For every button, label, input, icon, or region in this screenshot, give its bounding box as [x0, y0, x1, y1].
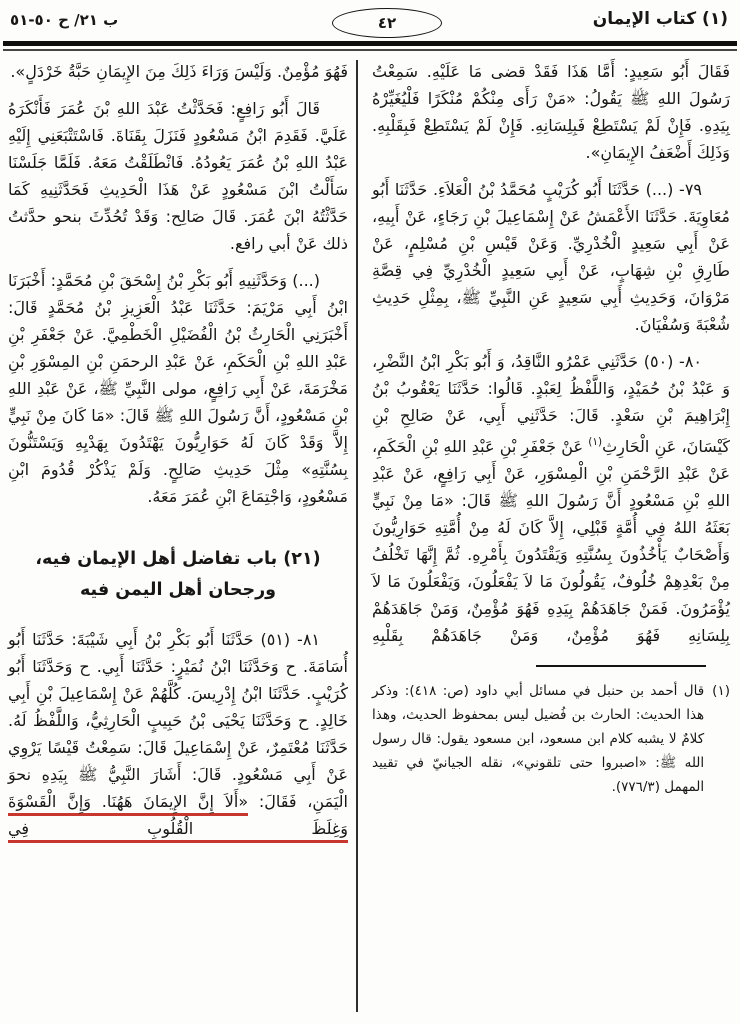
hadith-80-isnad: ٨٠- (٥٠) حَدَّثَنِي عَمْرُو النَّاقِدُ، وَ أَبُو بَكْرِ ابْنُ النَّضْرِ، وَ عَبْدُ بْنُ حُمَيْدٍ، وَاللَّفْظُ لِعَبْدٍ. قَالُوا: حَدَّثَنَا يَعْقُوبُ بْنُ إِبْرَاهِيمَ بْنِ سَعْدٍ. قَالَ: حَدَّثَنِي أَبِي، عَنْ صَالِحِ بْنِ كَيْسَانَ، عَنِ الْحَارِثِ — [372, 352, 731, 456]
hadith-78-ending: فَقَالَ أَبُو سَعِيدٍ: أَمَّا هَذَا فَقَدْ قضى مَا عَلَيْهِ. سَمِعْتُ رَسُولَ اللهِ ﷺ يَقُولُ: «مَنْ رَأَى مِنْكُمْ مُنْكَرًا فَلْيُغَيِّرْهُ بِيَدِهِ. فَإِنْ لَمْ يَسْتَطِعْ فَبِلِسَانِهِ. فَإِنْ لَمْ يَسْتَطِعْ فَبِقَلْبِهِ. وَذَلِكَ أَضْعَفُ الإِيمَانِ». — [372, 62, 730, 162]
footnote-reference-1: (١) — [588, 436, 603, 448]
chapter-21-heading-line2: ورجحان أهل اليمن فيه — [79, 580, 277, 600]
column-divider-line — [356, 60, 358, 1012]
footnote-separator-line — [536, 665, 706, 667]
hadith-81-isnad: ٨١- (٥١) حَدَّثَنَا أَبُو بَكْرِ بْنُ أَبِي شَيْبَةَ: حَدَّثَنَا أَبُو أُسَامَةَ. ح وَحَدَّثَنَا ابْنُ نُمَيْرٍ: حَدَّثَنَا أَبِي. ح وَحَدَّثَنَا أَبُو كُرَيْبٍ. حَدَّثَنَا ابْنُ إِدْرِيسَ. كُلَّهُمْ عَنْ إِسْمَاعِيلَ بْنِ أَبِي خَالِدٍ. ح وَحَدَّثَنَا يَحْيَى بْنُ حَبِيبٍ الْحَارِثِيُّ، وَاللَّفْظُ لَهُ. حَدَّثَنَا مُعْتَمِرٌ، عَنْ إِسْمَاعِيلَ قَالَ: سَمِعْتُ قَيْسًا يَرْوِي عَنْ أَبِي مَسْعُودٍ. قَالَ: أَشَارَ النَّبِيُّ ﷺ بِيَدِهِ نحوَ الْيَمَنِ، فَقَالَ: — [8, 630, 348, 811]
right-column — [372, 58, 730, 799]
left-column — [8, 58, 348, 852]
hadith-80-matn: عَنْ جَعْفَرِ بْنِ عَبْدِ اللهِ بْنِ الْحَكَمِ، عَنْ عَبْدِ الرَّحْمَنِ بْنِ الْمِسْوَرِ، عَنْ أَبِي رَافِعٍ، عَنْ عَبْدِ اللهِ بْنِ مَسْعُودٍ أَنَّ رَسُولَ اللهِ ﷺ قَالَ: «مَا مِنْ نَبِيٍّ بَعَثَهُ اللهُ فِي أُمَّةٍ قَبْلِي، إِلاَّ كَانَ لَهُ مِنْ أُمَّتِهِ حَوَارِيُّونَ وَأَصْحَابٌ يَأْخُذُونَ بِسُنَّتِهِ وَيَقْتَدُونَ بِأَمْرِهِ. ثُمَّ إِنَّهَا تَخْلُفُ مِنْ بَعْدِهِمْ خُلُوفٌ، يَقُولُونَ مَا لاَ يَفْعَلُونَ، وَيَفْعَلُونَ مَا لاَ يُؤْمَرُونَ. فَمَنْ جَاهَدَهُمْ بِيَدِهِ فَهُوَ مُؤْمِنٌ، وَمَنْ جَاهَدَهُمْ بِلِسَانِهِ فَهُوَ مُؤْمِنٌ، وَمَنْ جَاهَدَهُمْ بِقَلْبِهِ — [372, 437, 730, 645]
hadith-80-second-chain: (...) وَحَدَّثَنِيهِ أَبُو بَكْرِ بْنُ إِسْحَقَ بْنِ مُحَمَّدٍ: أَخْبَرَنَا ابْنُ أَبِي مَرْيَمَ: حَدَّثَنَا عَبْدُ الْعَزِيزِ بْنُ مُحَمَّدٍ قَالَ: أَخْبَرَنِي الْحَارِثُ بْنُ الْفُضَيْلِ الْخَطْمِيَّ. عَنْ جَعْفَرِ بْنِ عَبْدِ اللهِ بْنِ الْحَكَمِ، عَنْ عَبْدِ الرحمَنِ بْنِ المِسْوَرِ بْنِ مَخْرَمَةَ، عَنْ أَبِي رَافِعٍ، مولى النَّبِيِّ ﷺ، عَنْ عَبْدِ اللهِ بْنِ مَسْعُودٍ، أَنَّ رَسُولَ اللهِ ﷺ قَالَ: «مَا كَانَ مِنْ نَبِيٍّ إِلاَّ وَقَدْ كَانَ لَهُ حَوَارِيُّونَ يَهْتَدُونَ بِهَدْيِهِ وَيَسْتَنُّونَ بِسُنَّتِهِ» مِثْلَ حَدِيثِ صَالِحٍ. وَلَمْ يَذْكُرْ قُدُومَ ابْنِ مَسْعُودٍ، وَاجْتِمَاعَ ابْنِ عُمَرَ مَعَهُ. — [8, 271, 348, 506]
hadith-80 — [372, 348, 730, 649]
hadith-79: ٧٩- (...) حَدَّثَنَا أَبُو كُرَيْبٍ مُحَمَّدُ بْنُ الْعَلاَءِ. حَدَّثَنَا أَبُو مُعَاوِيَةَ. حَدَّثَنَا الأَعْمَشُ عَنْ إِسْمَاعِيلَ بْنِ رَجَاءٍ، عَنْ أَبِيهِ، عَنْ أَبِي سَعِيدٍ الْخُدْرِيِّ. وَعَنْ قَيْسِ بْنِ مُسْلِمٍ، عَنْ طَارِقِ بْنِ شِهَابٍ، عَنْ أَبِي سَعِيدٍ الْخُدْرِيِّ فِي قِصَّةِ مَرْوَانَ، وَحَدِيثِ أَبِي سَعِيدٍ عَنِ النَّبِيِّ ﷺ، بِمِثْلِ حَدِيثِ شُعْبَةَ وَسُفْيَانَ. — [372, 180, 730, 334]
red-underlined-hadith-text: «أَلاَ إِنَّ الإِيمَانَ هَهُنَا. وَإِنَّ الْقَسْوَةَ وَغِلَظَ الْقُلُوبِ فِي — [8, 792, 348, 843]
page-number-oval — [332, 8, 442, 38]
header-rule-thin — [3, 49, 737, 51]
footnote-1 — [372, 679, 730, 799]
chapter-21-heading-line1: (٢١) باب تفاضل أهل الإيمان فيه، — [35, 549, 321, 569]
header-chapter-hadith-ref: ب ٢١/ ح ٥٠-٥١ — [10, 11, 119, 29]
hadith-81 — [8, 626, 348, 842]
header-book-title: (١) كتاب الإيمان — [592, 9, 728, 29]
chapter-21-heading — [8, 544, 348, 606]
header-rule-thick — [3, 41, 737, 46]
footnote-1-text: قال أحمد بن حنبل في مسائل أبي داود (ص: ٤١٨): وذكر هذا الحديث: الحارث بن فُضيل ليس بمحفوظ الحديث، وهذا كلامٌ لا يشبه كلام ابن مسعود، ابن مسعود يقول: قال رسول الله ﷺ: «اصبروا حتى تلقوني»، نقله الجيانيّ في تقييد المهمل (٧٧٦/٣). — [372, 683, 705, 796]
abu-rafi-report: قَالَ أَبُو رَافِعٍ: فَحَدَّثْتُ عَبْدَ اللهِ بْنَ عُمَرَ فَأَنْكَرَهُ عَلَيَّ. فَقَدِمَ ابْنُ مَسْعُودٍ فَنَزَلَ بِقَنَاةَ. فَاسْتَتْبَعَنِي إِلَيْهِ عَبْدُ اللهِ بْنُ عُمَرَ يَعُودُهُ. فَانْطَلَقْتُ مَعَهُ. فَلَمَّا جَلَسْنَا سَأَلْتُ ابْنَ مَسْعُودٍ عَنْ هَذَا الْحَدِيثِ فَحَدَّثَنِيهِ كَمَا حَدَّثْتُهُ ابْنَ عُمَرَ. قَالَ صَالِح: وَقَدْ تُحُدِّثَ بنحو حدَّثتُ ذلك عَنْ أبي رافع. — [8, 99, 348, 253]
footnote-1-marker: (١) — [712, 683, 730, 700]
hadith-80-continuation: فَهُوَ مُؤْمِنٌ. وَلَيْسَ وَرَاءَ ذَلِكَ مِنَ الإِيمَانِ حَبَّةُ خَرْدَلٍ». — [10, 62, 348, 81]
page-number: ٤٢ — [377, 14, 397, 32]
